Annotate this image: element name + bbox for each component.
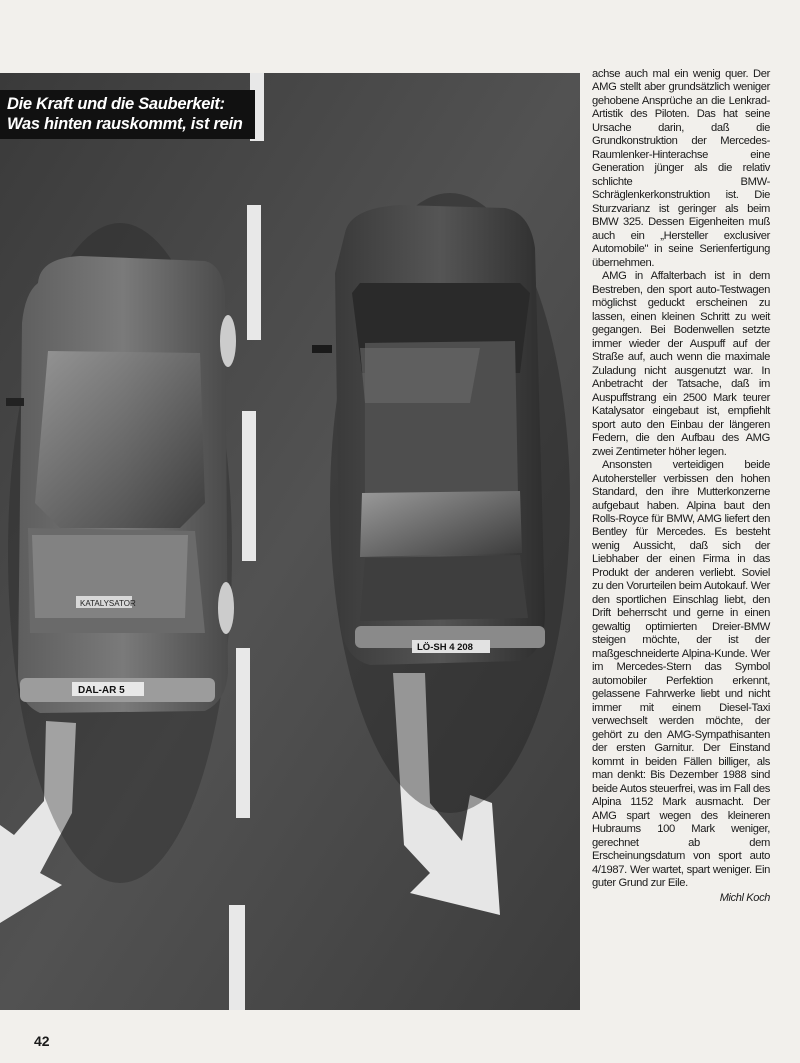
license-plate-left: DAL-AR 5 [78,685,125,696]
katalysator-sticker: KATALYSATOR [80,599,136,608]
article-column [592,68,770,905]
page-number: 42 [34,1033,50,1049]
article-paragraph-1: achse auch mal ein wenig quer. Der AMG stellt aber grundsätzlich weniger gehobene Ansprüche an die Lenkrad-Artistik des Piloten. Das hat seine Ursache darin, daß die Grundkonstruktion der Mercedes-Raumlenker-Hinterachse eine Generation jünger als die relativ schlichte BMW-Schräglenkerkonstruktion ist. Die Sturzvarianz ist geringer als beim BMW 325. Dessen Eigenheiten muß auch ein „Hersteller exclusiver Automobile" in seine Serienfertigung übernehmen. [592,68,770,269]
article-paragraph-2: AMG in Affalterbach ist in dem Bestreben, den sport auto-Testwagen möglichst geduckt erscheinen zu lassen, einen kleinen Schritt zu weit gegangen. Bei Bodenwellen setzte immer wieder der Auspuff auf der Straße auf, auch wenn die maximale Zuladung nicht ausgenutzt war. In Anbetracht der Tatsache, daß im Auspuffstrang ein 2500 Mark teurer Katalysator eingebaut ist, empfiehlt sport auto den Einbau der längeren Federn, die den Aufbau des AMG zwei Zentimeter höher legen. [592,270,770,458]
photo-caption [0,90,255,139]
article-paragraph-3: Ansonsten verteidigen beide Autohersteller verbissen den hohen Standard, den ihre Mutterkonzerne aufgebaut haben. Alpina baut den Rolls-Royce für BMW, AMG liefert den Bentley für Mercedes. Es besteht wenig Aussicht, daß sich der Liebhaber der einen Firma in das Produkt der anderen verliebt. Soviel zu den Vorurteilen beim Autokauf. Wer den sportlichen Einschlag liebt, den Drift beherrscht und gerne in einen gewaltig optimierten Dreier-BMW steigen möchte, der ist der maßgeschneiderte Alpina-Kunde. Wer im Mercedes-Stern das Symbol automobiler Perfektion erkennt, gelassene Fahrwerke liebt und nicht immer mit einem Diesel-Taxi verwechselt werden möchte, der gehört zu den AMG-Sympathisanten der ersten Garnitur. Der Einstand kommt in beiden Fällen billiger, als man denkt: Bis Dezember 1988 sind beide Autos steuerfrei, was im Fall des Alpina 1152 Mark ausmacht. Der AMG spart wegen des kleineren Hubraums 100 Mark weniger, gerechnet ab dem Erscheinungsdatum von sport auto 4/1987. Wer wartet, spart weniger. Ein guter Grund zur Eile. [592,459,770,890]
license-plate-right: LÖ-SH 4 208 [417,642,473,653]
article-author: Michl Koch [719,891,770,904]
caption-line-1: Die Kraft und die Sauberkeit: [7,95,225,113]
caption-line-2: Was hinten rauskommt, ist rein [7,115,243,133]
article-photo [0,73,580,1010]
